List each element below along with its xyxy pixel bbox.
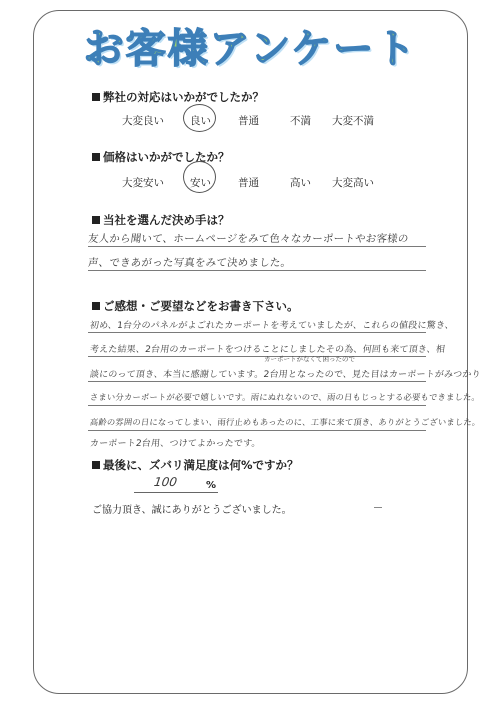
q4-answer-line-5: 高齢の雰囲の日になってしまい、雨行止めもあったのに、工事に来て頂き、ありがとうございました。 [89,417,481,427]
q3-answer-line-1: 友人から聞いて、ホームページをみて色々なカーポートやお客様の [87,233,410,245]
q2-option-1[interactable]: 大変安い [122,177,164,189]
q1-option-2[interactable]: 良い [190,115,211,127]
q1-option-5[interactable]: 大変不満 [332,115,374,127]
satisfaction-rule [134,492,218,493]
dash-mark [374,507,382,508]
q4-rule-4 [88,405,426,406]
q4-answer-line-4: さまい分カーポートが必要で嬉しいです。雨にぬれないので、雨の日もじっとする必要もできました。 [89,392,481,402]
q2-option-2[interactable]: 安い [190,177,211,189]
question-4-label: ご感想・ご要望などをお書き下さい。 [103,299,299,313]
square-bullet-icon [92,153,100,161]
question-3 [92,212,230,228]
square-bullet-icon [92,216,100,224]
q4-answer-line-3: 談にのって頂き、本当に感謝しています。2台用となったので、見た目はカーポートがみつかり [89,370,482,380]
q4-rule-5 [88,430,426,431]
question-1 [92,89,264,105]
question-2 [92,149,230,165]
q1-option-3[interactable]: 普通 [238,115,259,127]
q3-answer-line-2: 声、できあがった写真をみて決めました。 [87,257,292,269]
question-5 [92,457,299,473]
closing-message: ご協力頂き、誠にありがとうございました。 [92,505,292,516]
q2-option-3[interactable]: 普通 [238,177,259,189]
q1-selection-circle [183,104,216,132]
q4-answer-line-6: カーポート2台用、つけてよかったです。 [89,439,262,449]
survey-sheet [33,10,482,694]
square-bullet-icon [92,461,100,469]
q2-option-4[interactable]: 高い [290,177,311,189]
q1-option-1[interactable]: 大変良い [122,115,164,127]
question-5-label: 最後に、ズバリ満足度は何%ですか？ [103,458,299,472]
percent-sign: % [206,480,217,491]
q4-answer-line-1: 初め、1台分のパネルがよごれたカーポートを考えていましたが、これらの値段に驚き、 [89,321,455,331]
q4-rule-3 [88,381,426,382]
q4-rule-2 [88,356,426,357]
q2-selection-circle [183,161,216,193]
q4-insert-note: カーポートがなくて困ったので [264,355,355,363]
square-bullet-icon [92,93,100,101]
question-1-label: 弊社の対応はいかがでしたか？ [103,90,264,104]
question-4 [92,298,299,314]
square-bullet-icon [92,302,100,310]
q3-rule-1 [88,246,426,247]
survey-title: お客様アンケート [83,26,418,72]
q3-rule-2 [88,270,426,271]
q4-answer-line-2: 考えた結果、2台用のカーポートをつけることにしましたその為、何回も来て頂き、相 [89,345,446,355]
satisfaction-value: 100 [153,475,178,489]
question-3-label: 当社を選んだ決め手は？ [103,213,230,227]
q2-option-5[interactable]: 大変高い [332,177,374,189]
question-2-label: 価格はいかがでしたか？ [103,150,230,164]
q4-rule-1 [88,332,426,333]
q1-option-4[interactable]: 不満 [290,115,311,127]
